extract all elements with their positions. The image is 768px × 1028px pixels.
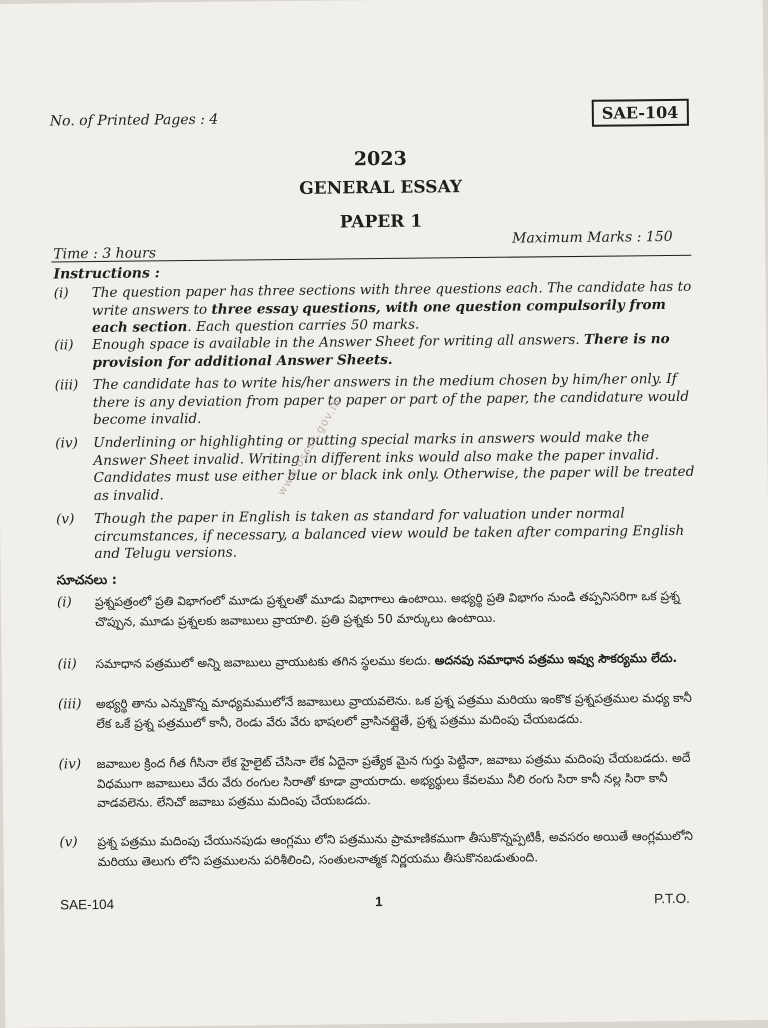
instructions-heading: Instructions : [53,265,160,282]
paper-number: PAPER 1 [0,208,765,236]
paper-code-box: SAE-104 [592,99,689,127]
instruction-text: The question paper has three sections with three questions each. The candidate has to write answers to [92,279,692,319]
instruction-item [55,429,696,506]
instruction-number: (ii) [57,655,91,675]
instruction-number: (iii) [55,377,89,395]
telugu-instructions-heading: సూచనలు : [57,573,117,592]
page-number: 1 [375,894,383,909]
exam-year: 2023 [0,144,764,174]
instruction-number: (i) [57,593,91,613]
instruction-text: . Each question carries 50 marks. [187,317,419,335]
exam-title: GENERAL ESSAY [0,174,765,202]
instruction-number: (i) [54,285,88,303]
telugu-instruction-item [57,649,697,675]
pto-label: P.T.O. [654,891,690,906]
instruction-text: Though the paper in English is taken as standard for valuation under normal circumstances, if necessary, a balanced view would be taken after comparing English and Telugu versions. [94,505,684,562]
instruction-number: (ii) [54,337,88,355]
telugu-instruction-item [58,689,698,735]
telugu-instruction-item [57,587,697,633]
instruction-number: (v) [59,833,93,853]
instruction-text: జవాబుల క్రింద గీత గీసినా లేక హైలైట్ చేసినా లేక ఏదైనా ప్రత్యేక మైన గుర్తు పెట్టినా, జవాబు పత్రము మదింపు చేయబడదు. అదే విధముగా జవాబులు వేరు వేరు రంగుల సిరాతో కూడా వ్రాయరాదు. అభ్యర్థులు కేవలము నీలి రంగు సిరా కానీ నల్ల సిరా కానీ వాడవలెను. లేనిచో జవాబు పత్రము మదింపు చేయబడదు. [97,751,691,810]
instruction-item [54,331,694,373]
instruction-text: Underlining or highlighting or putting special marks in answers would make the Answer Sheet invalid. Writing in different inks would also make the paper invalid. Candidates must use either blue or black ink only. Otherwise, the paper will be treated as invalid. [93,429,694,503]
watermark: www.osssc.gov.in [275,396,344,498]
time-allowed: Time : 3 hours [53,245,156,262]
maximum-marks: Maximum Marks : 150 [512,229,673,247]
printed-pages-note: No. of Printed Pages : 4 [50,112,219,130]
instruction-emphasis: three essay questions, with one question compulsorily from each section [92,297,666,337]
instruction-number: (iii) [58,695,92,715]
instruction-emphasis: There is no provision for additional Answer Sheets. [92,331,669,371]
instruction-text: The candidate has to write his/her answers in the medium chosen by him/her only. If there is any deviation from paper to paper or part of the paper, the candidature would become invalid. [93,371,690,428]
instruction-text: అభ్యర్థి తాను ఎన్నుకొన్న మాధ్యమములోనే జవాబులు వ్రాయవలెను. ఒక ప్రశ్న పత్రము మరియు ఇంకొక ప్రశ్నపత్రముల మధ్య కానీ లేక ఒకే ప్రశ్న పత్రములో కానీ, రెండు వేరు వేరు భాషలలో వ్రాసినట్లైతే, ప్రశ్న పత్రము మదింపు చేయబడదు. [96,691,692,731]
telugu-instruction-item [59,749,700,814]
instruction-item [55,371,696,430]
instruction-item [56,505,697,564]
instruction-text: Enough space is available in the Answer Sheet for writing all answers. [92,332,584,353]
instruction-number: (iv) [59,755,93,775]
footer-paper-code: SAE-104 [60,897,114,913]
instruction-text: సమాధాన పత్రములో అన్ని జవాబులు వ్రాయుటకు తగిన స్థలము కలదు. [96,653,435,671]
instruction-emphasis: అదనపు సమాధాన పత్రము ఇవ్వు సౌకర్యము లేదు. [435,651,678,668]
telugu-instruction-item [59,827,699,873]
instruction-item [54,279,695,338]
instruction-number: (v) [56,511,90,529]
instruction-text: ప్రశ్నపత్రంలో ప్రతి విభాగంలో మూడు ప్రశ్నలతో మూడు విభాగాలు ఉంటాయి. అభ్యర్థి ప్రతి విభాగం నుండి తప్పనిసరిగా ఒక ప్రశ్న చొప్పున, మూడు ప్రశ్నలకు జవాబులు వ్రాయాలి. ప్రతి ప్రశ్నకు 50 మార్కులు ఉంటాయి. [95,589,680,629]
instruction-text: ప్రశ్న పత్రము మదింపు చేయునపుడు ఆంగ్లము లోని పత్రమును ప్రామాణికముగా తీసుకొన్నప్పటికీ, అవసరం అయితే ఆంగ్లములోని మరియు తెలుగు లోని పత్రములను పరిశీలించి, సంతులనాత్మక నిర్ణయము తీసుకొనబడుతుంది. [97,829,693,869]
instruction-number: (iv) [55,435,89,453]
